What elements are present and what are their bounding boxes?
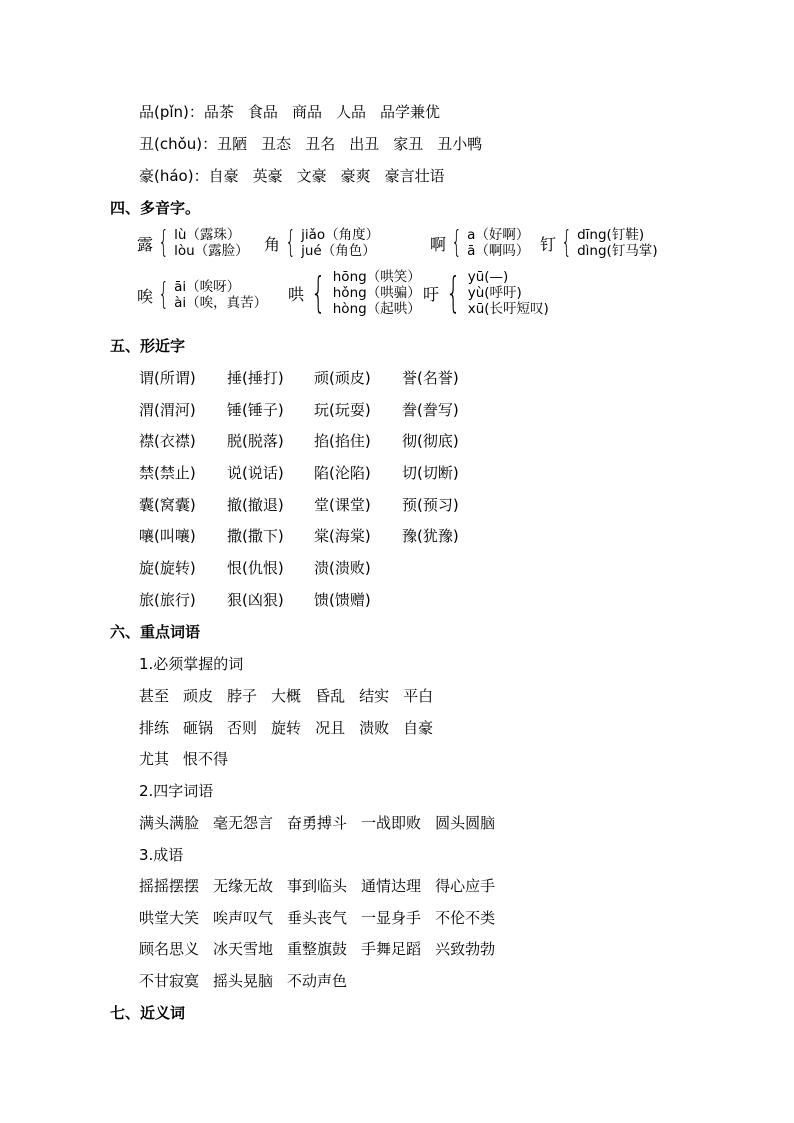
brace-icon: {: [311, 268, 326, 317]
section-4-heading: 四、多音字。: [110, 199, 201, 217]
polyphone-line-hao: 豪(háo)：自豪 英豪 文豪 豪爽 豪言壮语: [139, 167, 445, 185]
polyphone-a: 啊 { a（好啊） ā（啊吗）: [430, 225, 530, 260]
brace-icon: {: [158, 225, 169, 260]
polyphone-line-pin: 品(pǐn)：品茶 食品 商品 人品 品学兼优: [139, 103, 440, 121]
four-char-words: [139, 813, 509, 845]
section-7-heading: 七、近义词: [110, 1004, 186, 1022]
list-item: 不甘寂寞 摇头晃脑 不动声色: [139, 972, 348, 991]
polyphone-yu: 吁 { yū(—) yù(呼吁) xū(长吁短叹): [423, 268, 549, 317]
brace-icon: {: [451, 225, 462, 260]
must-know-words: [139, 686, 447, 781]
list-item: 甚至 顽皮 脖子 大概 昏乱 结实 平白: [139, 687, 434, 705]
brace-icon: {: [446, 268, 461, 317]
list-item: 尤其 恨不得: [139, 750, 229, 769]
line-head: 品(pǐn)：: [139, 103, 204, 121]
polyphone-hong: 哄 { hōng（哄笑） hǒng（哄骗） hòng（起哄）: [288, 268, 421, 317]
polyphone-jiao: 角 { jiǎo（角度） jué（角色）: [264, 225, 380, 260]
list-item: 顾名思义 冰天雪地 重整旗鼓 手舞足蹈 兴致勃勃: [139, 940, 496, 959]
list-item: 哄堂大笑 唉声叹气 垂头丧气 一显身手 不伦不类: [139, 908, 496, 927]
list-item: 满头满脸 毫无怨言 奋勇搏斗 一战即败 圆头圆脑: [139, 814, 496, 832]
idioms: [139, 876, 509, 1003]
line-head: 豪(háo)：: [139, 167, 209, 185]
line-head: 丑(chǒu)：: [139, 135, 218, 153]
brace-icon: {: [285, 225, 296, 260]
polyphone-lu: 露 { lù（露珠） lòu（露脸）: [137, 225, 249, 260]
section-5-heading: 五、形近字: [110, 337, 186, 355]
polyphone-line-chou: 丑(chǒu)：丑陋 丑态 丑名 出丑 家丑 丑小鸭: [139, 135, 483, 153]
list-item: 摇摇摆摆 无缘无故 事到临头 通情达理 得心应手: [139, 877, 496, 895]
subheading-must-know-words: 1.必须掌握的词: [139, 655, 244, 673]
subheading-idioms: 3.成语: [139, 846, 184, 864]
brace-icon: {: [158, 277, 169, 312]
subheading-four-char-words: 2.四字词语: [139, 782, 214, 800]
polyphone-ding: 钉 { dīng(钉鞋) dìng(钉马掌): [540, 225, 658, 260]
list-item: 排练 砸锅 否则 旋转 况且 溃败 自豪: [139, 718, 434, 737]
polyphone-ai: 唉 { āi（唉呀） ài（唉，真苦）: [137, 277, 268, 312]
brace-icon: {: [561, 225, 572, 260]
section-6-heading: 六、重点词语: [110, 623, 201, 641]
